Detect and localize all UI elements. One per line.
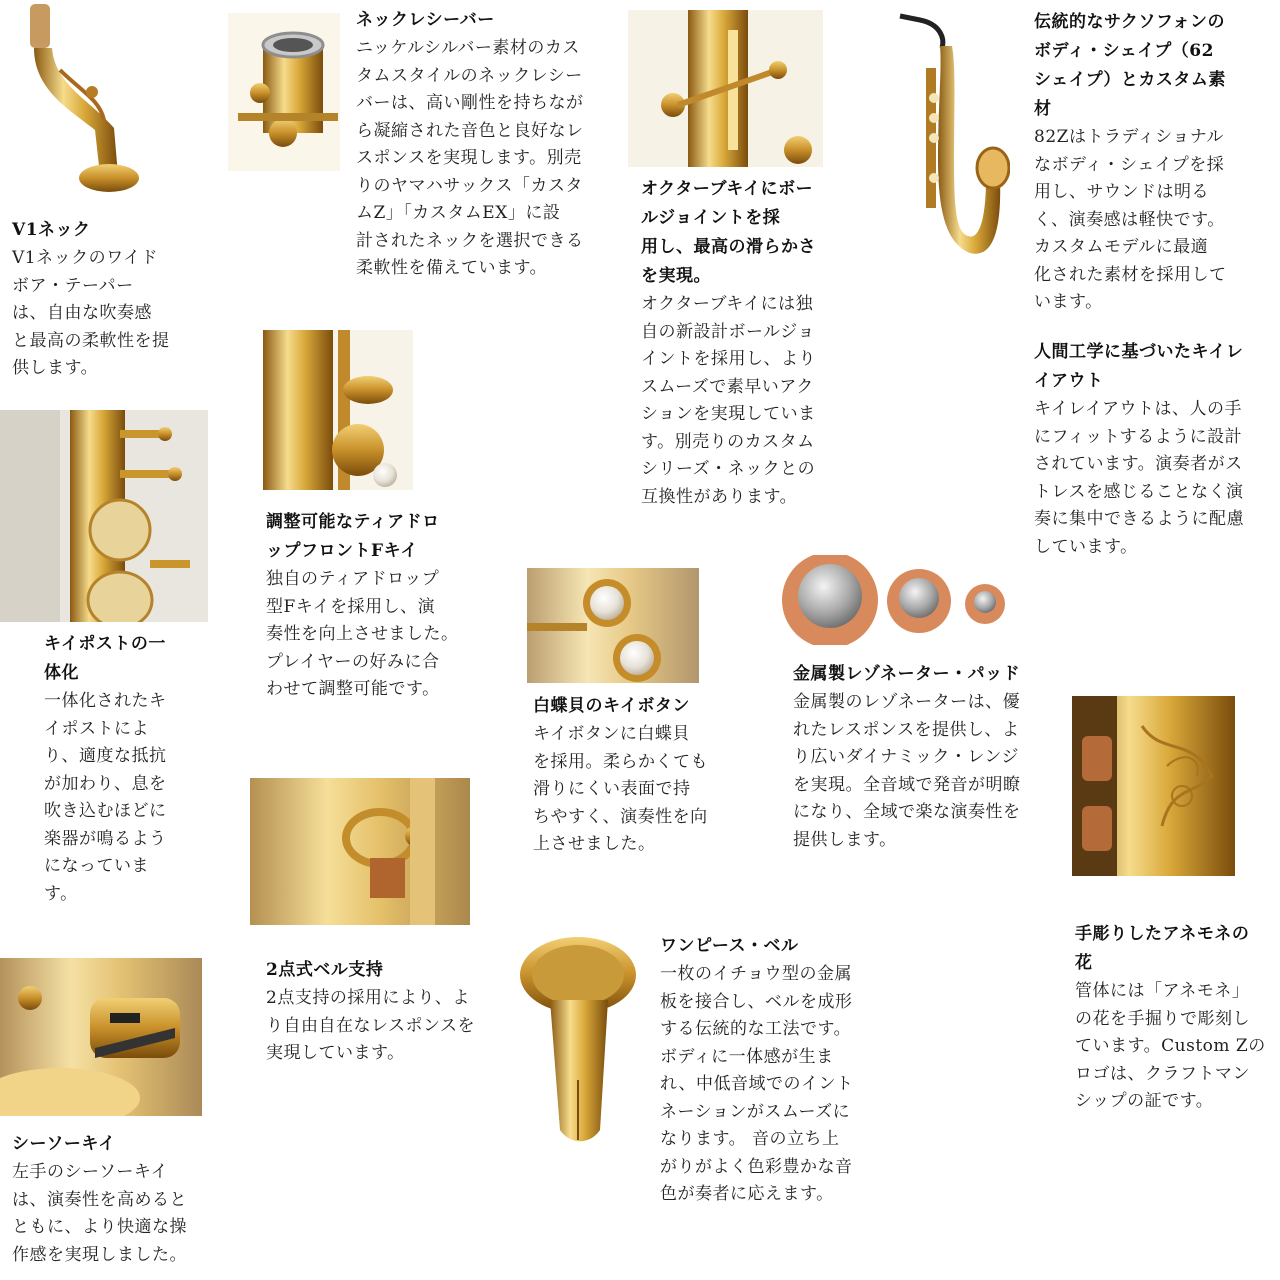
feature-keypost [44, 630, 204, 908]
feature-title: 人間工学に基づいたキイレ イアウト [1034, 342, 1244, 391]
neck-receiver-photo [228, 13, 340, 171]
teardrop-f-key-photo [263, 330, 413, 490]
pearl-key-button-photo [527, 568, 699, 683]
feature-pearl [533, 692, 713, 859]
feature-body: 一体化されたキ イポストによ り、適度な抵抗 が加わり、息を 吹き込むほどに 楽器が鳴るよう になっていま す。 [44, 691, 167, 904]
keypost-photo [0, 410, 208, 622]
feature-v1-neck [12, 216, 182, 383]
feature-title: シーソーキイ [12, 1134, 116, 1154]
feature-title: 手彫りしたアネモネの 花 [1075, 924, 1250, 973]
saxophone-photo [890, 8, 1010, 266]
feature-body: 独自のティアドロップ 型Fキイを採用し、演 奏性を向上させました。 プレイヤーの好みに合 わせて調整可能です。 [266, 569, 459, 699]
feature-body: 左手のシーソーキイ は、演奏性を高めると ともに、より快適な操 作感を実現しました。 [12, 1162, 187, 1265]
feature-body: 82Zはトラディショナル なボディ・シェイプを採 用し、サウンドは明る く、演奏感は軽快です。 カスタムモデルに最適 化された素材を採用して います。 [1034, 127, 1227, 312]
one-piece-bell-photo [510, 930, 670, 1150]
feature-body: 一枚のイチョウ型の金属 板を接合し、ベルを成形 する伝統的な工法です。 ボディに一体感が生ま れ、中低音域でのイント ネーションがスムーズに なります。 音の立ち上 がりがよく色彩豊かな音 色が奏者に応えます。 [660, 964, 854, 1204]
feature-title: キイポストの一 体化 [44, 634, 166, 683]
feature-title: 金属製レゾネーター・パッド [793, 664, 1021, 684]
feature-body: V1ネックのワイド ボア・テーパー は、自由な吹奏感 と最高の柔軟性を提 供します。 [12, 248, 170, 378]
feature-title: 調整可能なティアドロ ップフロントFキイ [266, 512, 440, 561]
feature-body: オクターブキイには独 自の新設計ボールジョ イントを採用し、より スムーズで素早いアク ションを実現していま す。別売りのカスタム シリーズ・ネックとの 互換性があります。 [641, 294, 816, 507]
feature-engraving [1075, 920, 1275, 1116]
feature-seesaw [12, 1130, 212, 1269]
feature-teardrop [266, 508, 466, 704]
feature-title: V1ネック [12, 220, 91, 240]
feature-title: 白蝶貝のキイボタン [533, 696, 690, 716]
resonator-pads-photo [775, 555, 1015, 645]
engraving-photo [1072, 696, 1235, 876]
feature-octave-key [641, 175, 851, 511]
feature-body: ニッケルシルバー素材のカス タムスタイルのネックレシー バーは、高い剛性を持ちなが ら凝縮された音色と良好なレ スポンスを実現します。別売 りのヤマハサックス「カスタ ムZ」「カスタムEX」に設 計されたネックを選択できる 柔軟性を備えています。 [356, 38, 584, 278]
feature-body-shape [1034, 8, 1274, 317]
feature-body: キイレイアウトは、人の手 にフィットするように設計 されています。演奏者がス トレスを感じることなく演 奏に集中できるように配慮 しています。 [1034, 399, 1244, 557]
feature-title: オクターブキイにボー ルジョイントを採 用し、最高の滑らかさ を実現。 [641, 179, 816, 286]
octave-key-photo [628, 10, 823, 167]
feature-body: 金属製のレゾネーターは、優 れたレスポンスを提供し、よ り広いダイナミック・レンジ を実現。全音域で発音が明瞭 になり、全域で楽な演奏性を 提供します。 [793, 692, 1021, 850]
feature-ergonomic [1034, 338, 1274, 561]
feature-title: ネックレシーバー [356, 10, 495, 30]
feature-resonator [793, 660, 1038, 854]
feature-neck-receiver [356, 6, 606, 283]
feature-title: 2点式ベル支持 [266, 960, 384, 980]
feature-one-piece-bell [660, 932, 870, 1209]
feature-body: 2点支持の採用により、よ り自由自在なレスポンスを 実現しています。 [266, 988, 475, 1063]
feature-bell-support [266, 956, 486, 1068]
v1-neck-photo [0, 0, 170, 208]
feature-body: キイボタンに白蝶貝 を採用。柔らかくても 滑りにくい表面で持 ちやすく、演奏性を向 上させました。 [533, 724, 708, 854]
feature-title: 伝統的なサクソフォンの ボディ・シェイプ（62 シェイプ）とカスタム素 材 [1034, 12, 1226, 119]
feature-body: 管体には「アネモネ」 の花を手掘りで彫刻し ています。Custom Zの ロゴは、クラフトマン シップの証です。 [1075, 981, 1266, 1111]
bell-support-photo [250, 778, 470, 925]
feature-title: ワンピース・ベル [660, 936, 799, 956]
seesaw-key-photo [0, 958, 202, 1116]
